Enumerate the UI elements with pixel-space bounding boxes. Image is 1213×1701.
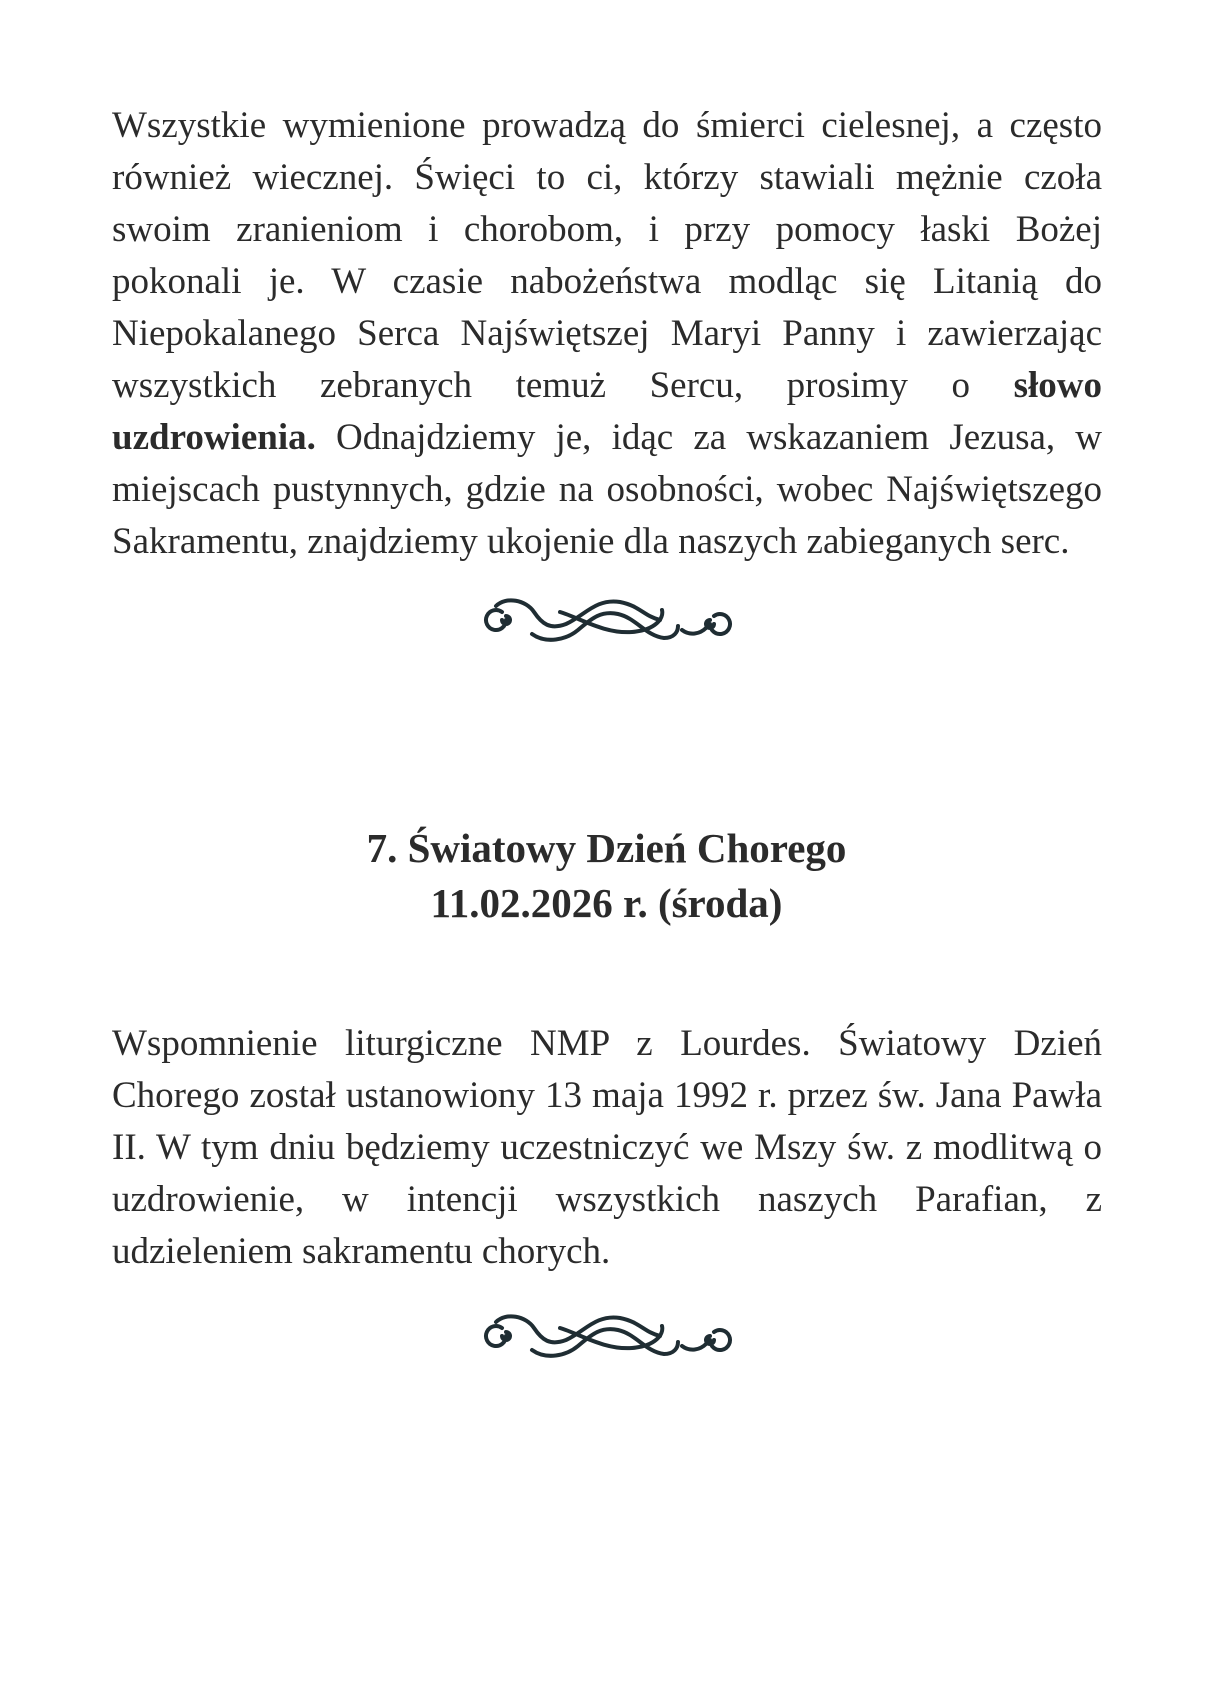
paragraph-intro-text-end: Odnajdziemy je, idąc za wskazaniem Jezusa, w miejscach pustynnych, gdzie na osobności, wobec Najświętszego Sakramentu, znajdziemy ukojenie dla naszych zabieganych serc. bbox=[112, 417, 1102, 562]
section-date: 11.02.2026 r. (środa) bbox=[430, 880, 783, 926]
paragraph-intro-text: Wszystkie wymienione prowadzą do śmierci cielesnej, a często również wiecznej. Święci to ci, którzy stawiali mężnie czoła swoim zranieniom i chorobom, i przy pomocy łaski Bożej pokonali je. W czasie nabożeństwa modląc się Litanią do Niepokalanego Serca Najświętszej Maryi Panny i zawierzając wszystkich zebranych temuż Sercu, prosimy o bbox=[112, 105, 1102, 406]
flourish-ornament-icon bbox=[472, 590, 742, 650]
paragraph-intro bbox=[112, 100, 1102, 568]
paragraph-description: Wspomnienie liturgiczne NMP z Lourdes. Światowy Dzień Chorego został ustanowiony 13 maja 1992 r. przez św. Jana Pawła II. W tym dniu będziemy uczestniczyć we Mszy św. z modlitwą o uzdrowienie, w intencji wszystkich naszych Parafian, z udzieleniem sakramentu chorych. bbox=[112, 1023, 1102, 1272]
section-title: 7. Światowy Dzień Chorego bbox=[366, 825, 847, 871]
paragraph-intro-bold: słowo uzdrowienia. bbox=[112, 365, 1102, 458]
flourish-ornament-icon bbox=[472, 1306, 742, 1366]
